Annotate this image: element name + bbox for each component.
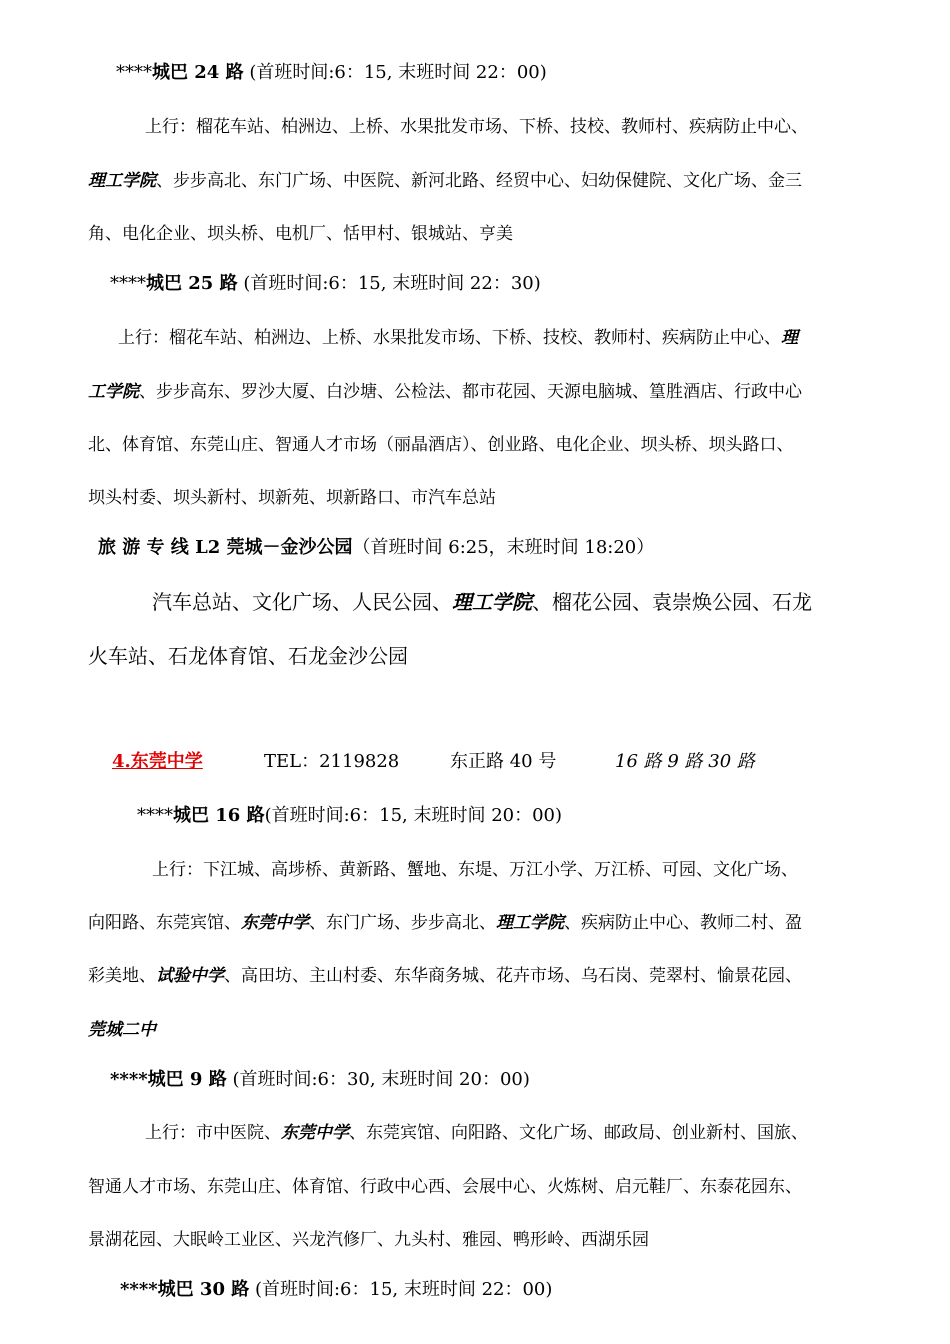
stop-text: 汽车总站、文化广场、人民公园、 — [152, 590, 452, 614]
route-stars: **** — [116, 62, 152, 83]
tour-line-title: 旅 游 专 线 L2 莞城－金沙公园 — [98, 537, 353, 558]
tour-line-l2-line-1 — [152, 590, 812, 614]
route-24-line-3: 角、电化企业、坝头桥、电机厂、恬甲村、银城站、亨美 — [88, 224, 513, 244]
route-24-heading — [116, 62, 547, 84]
stop-highlight: 理 — [781, 328, 798, 348]
route-16-line-3 — [88, 966, 802, 986]
route-time: (首班时间:6：30, 末班时间 20：00) — [226, 1069, 530, 1090]
stop-text: 、东门广场、步步高北、 — [309, 913, 496, 933]
route-stars: **** — [110, 273, 146, 294]
route-25-heading — [110, 273, 541, 295]
route-name: 城巴 30 路 — [157, 1279, 250, 1300]
route-name: 城巴 25 路 — [146, 273, 238, 294]
route-stars: **** — [137, 805, 173, 826]
school-tel: TEL：2119828 — [264, 751, 400, 772]
route-24-line-1: 上行：榴花车站、柏洲边、上桥、水果批发市场、下桥、技校、教师村、疾病防止中心、 — [145, 117, 808, 137]
stop-highlight: 理工学院 — [88, 171, 156, 191]
route-25-line-3: 北、体育馆、东莞山庄、智通人才市场（丽晶酒店）、创业路、电化企业、坝头桥、坝头路口、 — [88, 435, 794, 455]
route-name: 城巴 9 路 — [147, 1069, 227, 1090]
route-16-line-4: 莞城二中 — [88, 1020, 156, 1040]
route-16-line-1: 上行：下江城、高埗桥、黄新路、蟹地、东堤、万江小学、万江桥、可园、文化广场、 — [152, 860, 798, 880]
stop-text: 上行：榴花车站、柏洲边、上桥、水果批发市场、下桥、技校、教师村、疾病防止中心、 — [118, 328, 781, 348]
route-9-line-1 — [145, 1123, 808, 1143]
route-name: 城巴 16 路 — [173, 805, 265, 826]
stop-highlight: 理工学院 — [452, 590, 532, 614]
route-30-heading — [120, 1279, 552, 1301]
route-time: (首班时间:6：15, 末班时间 20：00) — [264, 805, 563, 826]
route-name: 城巴 24 路 — [152, 62, 244, 83]
route-24-line-2 — [88, 171, 802, 191]
route-9-line-3: 景湖花园、大眠岭工业区、兴龙汽修厂、九头村、雅园、鸭形岭、西湖乐园 — [88, 1230, 649, 1250]
stop-text: 、疾病防止中心、教师二村、盈 — [564, 913, 802, 933]
stop-text: 、榴花公园、袁崇焕公园、石龙 — [532, 590, 812, 614]
stop-text: 上行：市中医院、 — [145, 1123, 281, 1143]
route-25-line-1 — [118, 328, 798, 348]
route-16-line-2 — [88, 913, 802, 933]
route-time: (首班时间:6：15, 末班时间 22：00) — [243, 62, 547, 83]
school-name-link[interactable]: 4.东莞中学 — [112, 751, 203, 772]
tour-line-l2-line-2: 火车站、石龙体育馆、石龙金沙公园 — [88, 644, 408, 668]
route-25-line-2 — [88, 382, 802, 402]
route-stars: **** — [110, 1069, 148, 1090]
stop-text: 、步步高东、罗沙大厦、白沙塘、公检法、都市花园、天源电脑城、篁胜酒店、行政中心 — [139, 382, 802, 402]
route-9-heading — [110, 1069, 530, 1091]
stop-highlight: 东莞中学 — [241, 913, 309, 933]
route-9-line-2: 智通人才市场、东莞山庄、体育馆、行政中心西、会展中心、火炼树、启元鞋厂、东泰花园东、 — [88, 1177, 802, 1197]
tour-line-time: （首班时间 6:25，末班时间 18:20） — [352, 537, 655, 558]
stop-text: 向阳路、东莞宾馆、 — [88, 913, 241, 933]
stop-text: 、东莞宾馆、向阳路、文化广场、邮政局、创业新村、国旅、 — [349, 1123, 808, 1143]
stop-highlight: 工学院 — [88, 382, 139, 402]
route-25-line-4: 坝头村委、坝头新村、坝新苑、坝新路口、市汽车总站 — [88, 488, 496, 508]
stop-highlight: 东莞中学 — [281, 1123, 349, 1143]
route-time: (首班时间:6：15, 末班时间 22：30) — [237, 273, 541, 294]
stop-text: 、高田坊、主山村委、东华商务城、花卉市场、乌石岗、莞翠村、愉景花园、 — [224, 966, 802, 986]
route-time: (首班时间:6：15, 末班时间 22：00) — [249, 1279, 553, 1300]
stop-highlight: 试验中学 — [156, 966, 224, 986]
route-stars: **** — [120, 1279, 158, 1300]
route-16-heading — [137, 805, 562, 827]
school-routes: 16 路 9 路 30 路 — [615, 751, 755, 772]
stop-highlight: 理工学院 — [496, 913, 564, 933]
stop-text: 彩美地、 — [88, 966, 156, 986]
tour-line-l2-heading — [98, 537, 654, 559]
stop-text: 、步步高北、东门广场、中医院、新河北路、经贸中心、妇幼保健院、文化广场、金三 — [156, 171, 802, 191]
school-address: 东正路 40 号 — [450, 751, 557, 772]
